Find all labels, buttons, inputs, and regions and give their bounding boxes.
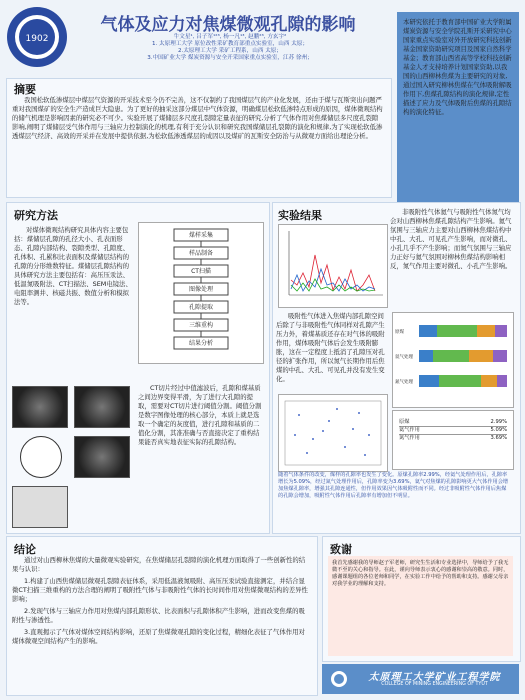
abstract-text: 我国松软低渗煤层中煤层气资源的开采技术至今仍不完善，这不仅制约了我国煤层气的产业化发展，还由于煤与瓦斯突出问题严重对我国煤矿的安全生产造成巨大隐患。为了更好的抽采这部分煤层中气体资源，明确煤层松软低渗特点形成的原因，煤体微观结构的储气机理是影响因素的研究必不可少。实验开展了煤储层多尺度孔裂隙定量表征的研究,分析了气体作用对焦煤储层多尺度孔裂隙影响,阐明了煤储层受气体作用与三轴应力控制演化的机理,有利于充分认识和研究我国煤储层孔裂隙的演化和规律,为了实现松软低渗透煤层气经济、高效的开采并在发展中提供依据,为松软低渗透煤层的成因以及煤矿的瓦斯安全防治与从微观方面给出理论分析。	[12, 96, 383, 140]
flow-step-7: 结果分析	[188, 340, 214, 347]
conclusion-intro: 通过对山西柳林焦煤的大量微观实验研究，在焦煤储层孔裂隙的演化机理方面取得了一些创新性的结果与认识：	[12, 556, 306, 573]
ct-slice-binary	[20, 436, 62, 478]
results-caption: 随着气体条件的改变，煤样的孔隙率也发生了变化。原煤孔隙率2.99%，经氦气处理作用后，孔隙率增长为5.09%，经过氮气处理作用后，孔隙率变为3.69%，氦气对焦煤的孔隙影响更大气体作用会增加焦煤孔隙率，增强其孔隙连通性，但作用效果因气体吸附性而不同。经过非吸附性气体作用后焦煤的孔隙会增加，吸附性气体作用后孔隙率有增加但不明显。	[278, 472, 509, 499]
flow-step-5: 孔隙提取	[188, 304, 214, 311]
school-name-en: COLLEGE OF MINING ENGINEERING OF TYUT	[381, 682, 488, 687]
flow-step-2: 样品制备	[188, 250, 214, 257]
flow-step-3: CT扫描	[191, 268, 211, 275]
ct-slice-filtered	[74, 386, 130, 428]
ct-image-grid	[12, 386, 132, 532]
flow-step-1: 煤样采集	[188, 232, 214, 239]
table-row: 氦气作用 5.09%	[399, 427, 507, 433]
bar-label-3: 氮气处理	[395, 380, 413, 385]
author-list: 牛文星¹, 吕子军¹²³, 杨一凡¹³, 赵鹏²³, 方玄宇²	[173, 34, 287, 40]
thanks-text: 我首先感谢我的导师赵子军老师，研究生生活和专业选择中，导师给予了我无微不至的关心和指导。在此，谨向导师表示衷心的感谢和崇高的敬意。同时，感谢课题组的各位老师和同学，在实验工作中给予的帮助和支持。感谢父母亲对我学业的理解和支持。	[328, 556, 513, 656]
affiliation-1: 1. 太原理工大学 原位改性采矿教育部重点实验室，山西 太原；	[151, 41, 309, 47]
bar-label-1: 原煤	[395, 330, 404, 335]
thanks-title: 致谢	[330, 543, 352, 556]
methods-ct-text: CT切片经过中值滤波后，孔隙和煤基质之间边界变得平滑，为了进行大孔隙的提取，需要对CT切片进行阈值分割。阈值分割是数字图像处理的核心部分，本质上就是选取一个确定的灰度值，进行孔隙和基质的二值化分割，其准准确与否直接决定了重构结果能否真实地表征实际的孔隙结构。	[138, 384, 262, 446]
ct-slice-segmented	[12, 486, 68, 528]
conclusion-item-3: 3.直观揭示了气体对煤体空间结构影响，还原了焦煤微观孔隙的变化过程，精细化表征了气体作用对煤体微观空间结构产生的影响。	[12, 628, 305, 645]
method-flowchart	[138, 222, 264, 364]
abstract-title: 摘要	[14, 83, 36, 96]
flow-step-4: 图像处理	[188, 286, 214, 293]
methods-text: 对煤体微观结构研究具体内容主要包括：煤储层孔隙的孔径大小、孔表面形态、孔隙内部结构、裂隙类型、孔隙度、孔体积、孔累积比表面积及煤储层结构的孔隙的分形维数特征。煤储层孔隙结构的具体研究方法主要包括有：高压压汞法、低温氮吸附法、CT扫描法、SEM电镜法、电阻率测井、核磁共振、数值分析和模拟法等。	[14, 226, 132, 306]
intro-box: 本研究依托于教育部中国矿业大学附属煤炭资源与安全学院孔斯开采研究中心国家重点实验室对外开放研究科技创新基金国家资助研究项目及国家自然科学基金；教育部山西省高等学校科技创新基金人才支持培养计划国家资助,以我国的山西柳林焦煤为主要研究的对象,通过国入研究柳林焦煤在气体吸附解吸作用下,焦煤孔隙结构的演化规律,定性描述了应力及气体吸附后焦煤的孔隙结构的演化特征。	[397, 12, 519, 202]
bar-label-2: 氦气处理	[395, 355, 413, 360]
school-name-cn: 太原理工大学矿业工程学院	[368, 672, 501, 683]
school-emblem	[330, 670, 348, 688]
results-text-gas-effect: 非吸附性气体氦气与吸附性气体氮气均会对山西柳林焦煤孔隙结构产生影响。氦气氛围与三轴应力主要对山西柳林焦煤结构中中孔、大孔、可见孔产生影响，而对微孔、小孔几乎不产生影响；而氮气氛围与三轴应力正好与氦气氛围对柳林焦煤结构影响相反，氮气作用主要对微孔、小孔产生影响。	[390, 208, 512, 270]
pore-3d-reconstruction	[278, 394, 388, 472]
conclusion-text	[12, 556, 310, 649]
conclusion-item-2: 2.发现气体与三轴应力作用对焦煤内部孔隙形状、比表面积与孔隙体积产生影响，进而改变焦煤的吸附性与渗透性。	[12, 607, 305, 624]
conclusion-item-1: 1.构建了山西焦煤储层微观孔裂隙表征体系，采用低温液氮吸附、高压压汞试验直接测定，并结合显微CT扫描三维重构的方法合理的阐明了吸附性气体与非吸附性气体的长时间作用对焦煤微观结构的差异性影响；	[12, 577, 308, 603]
svg-text:1902: 1902	[25, 34, 49, 44]
pore-distribution-chart	[278, 224, 388, 308]
pore-proportion-bar-chart	[392, 312, 514, 408]
ct-slice-threshold	[74, 436, 130, 478]
table-row: 原煤 2.99%	[399, 419, 507, 425]
conclusion-title: 结论	[14, 543, 36, 556]
affiliation-2: 2.太原理工大学 采矿工程系，山西 太原；	[178, 48, 282, 54]
methods-title: 研究方法	[14, 209, 58, 222]
affiliation-3: 3.中国矿业大学 煤炭资源与安全开采国家重点实验室，江苏 徐州；	[147, 55, 313, 61]
table-row: 氮气作用 3.69%	[399, 435, 507, 441]
results-text-adsorption: 吸附性气体进入焦煤内部孔隙空间后除了与非吸附性气体同样对孔隙产生压力外，着煤基质还存在对气体的吸附作用，煤体吸附气体后会发生吸附膨胀，这在一定程度上抵消了孔隙压对孔径的扩张作用，所以氮气长期作用后焦煤的中孔、大孔、可见孔并没有发生变化。	[276, 312, 385, 383]
authors-block	[80, 33, 380, 62]
university-logo	[6, 6, 68, 68]
porosity-table	[392, 410, 514, 470]
results-title: 实验结果	[278, 209, 322, 222]
ct-slice-original	[12, 386, 68, 428]
poster-title: 气体及应力对焦煤微观孔隙的影响	[100, 15, 356, 35]
flow-step-6: 三维重构	[188, 322, 214, 329]
